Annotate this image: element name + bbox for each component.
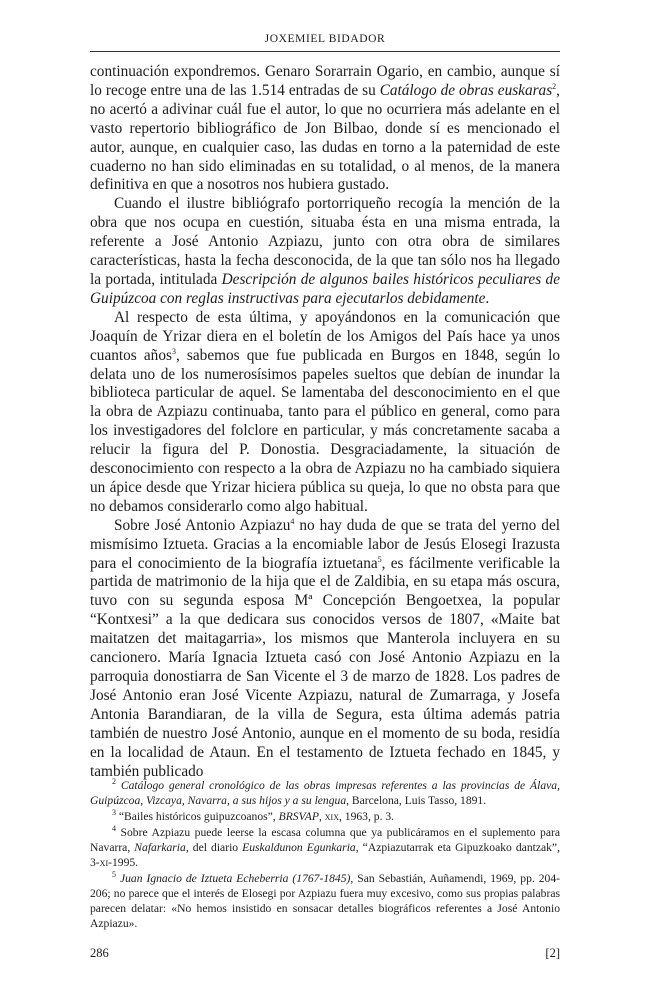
- footnote-4-text-d: -1995.: [108, 856, 139, 869]
- footnote-ref-4[interactable]: 4: [290, 516, 295, 526]
- p4-text-c: , es fácilmente verificable la partida de matrimonio de la hija que el de Zaldibia, en su etapa más oscura, tuvo con su segunda esposa Mª Concepción Bengoetxea, la popular “Kontxesi” a la que dedicara sus conocidos versos de 1807, «Maite bat maitatzen det maitagarria», los mismos que Manterola incluyera en su cancionero. María Ignacia Iztueta casó con José Antonio Azpiazu en la parroquia donostiarra de San Vicente el 3 de marzo de 1828. Los padres de José Antonio eran José Vicente Azpiazu, natural de Zumarraga, y Josefa Antonia Barandiaran, de la villa de Segura, esta última además patria también de nuestro José Antonio, aunque en el momento de su boda, residía en la localidad de Ataun. En el testamento de Iztueta fechado en 1845, y también publicado: [90, 554, 560, 780]
- footnote-3-text-b: , 1963, p. 3.: [338, 810, 395, 823]
- paragraph-1: [90, 63, 560, 195]
- footnote-4-text-b: , del diario: [185, 841, 243, 854]
- p2-text-a: Cuando el ilustre bibliógrafo portorriqueño recogía la mención de la obra que nos ocupa en cuestión, situaba ésta en una misma entrada, la referente a José Antonio Azpiazu, junto con otra obra de similares características, hasta la fecha desconocida, de la que tan sólo nos ha llegado la portada, intitulada: [90, 195, 560, 288]
- p3-text-a: Al respecto de esta última, y apoyándonos en la comunicación que Joaquín de Yrizar diera en el boletín de los Amigos del País hace ya unos cuantos años: [90, 308, 560, 364]
- footnote-3: [90, 809, 560, 824]
- p1-title-catalogo: Catálogo de obras euskaras: [379, 81, 553, 99]
- p3-text-b: , sabemos que fue publicada en Burgos en 1848, según lo delata uno de los numerosísimos papeles sueltos que debían de inundar la biblioteca particular de aquel. Se lamentaba del desconocimiento en el que la obra de Azpiazu continuaba, tanto para el público en general, como para los investigadores del folclore en particular, y más concretamente sacaba a relucir la figura del P. Donostia. Desgraciadamente, la situación de desconocimiento con respecto a la obra de Azpiazu no ha cambiado siquiera un ápice desde que Yrizar hiciera pública su queja, lo que no obsta para que no debamos considerarlo como algo habitual.: [90, 346, 560, 515]
- footnote-4-text-c: , “Azpiazutarrak eta Gipuzkoako dantzak”, 3-: [90, 841, 560, 869]
- footnote-4-supplement: Nafarkaria: [134, 841, 186, 854]
- footnote-4-newspaper: Euskaldunon Egunkaria: [242, 841, 356, 854]
- page-bracket-number: [2]: [545, 946, 560, 960]
- p1-text-c: , no acertó a adivinar cuál fue el autor, lo que no ocurriera más adelante en el vasto repertorio bibliográfico de Jon Bilbao, donde sí es mencionado el autor, aunque, en cualquier caso, las dudas en torno a la paternidad de este cuaderno no han sido eliminadas en su totalidad, o al menos, de la manera definitiva en que a nosotros nos hubiera gustado.: [90, 81, 560, 194]
- footnote-4-text-a: Sobre Azpiazu puede leerse la escasa columna que ya publicáramos en el suplemento para Navarra,: [90, 826, 560, 854]
- footnote-3-number: 3: [112, 808, 116, 818]
- p2-title-descripcion: Descripción de algunos bailes históricos peculiares de Guipúzcoa con reglas instructivas para ejecutarlos debidamente: [90, 270, 560, 307]
- p1-text-a: continuación expondremos. Genaro Sorarrain Ogario, en cambio, aunque sí lo recoge entre una de las 1.514 entradas de su: [90, 63, 560, 99]
- p4-text-a: Sobre José Antonio Azpiazu: [114, 516, 291, 534]
- paragraph-2: [90, 195, 560, 308]
- footnote-ref-5[interactable]: 5: [377, 554, 382, 564]
- footnote-3-text-a: “Bailes históricos guipuzcoanos”,: [118, 810, 279, 823]
- footnote-5-number: 5: [112, 870, 116, 880]
- footnote-2-number: 2: [112, 777, 116, 787]
- footnote-3-sep: ,: [318, 810, 325, 823]
- footnotes: [90, 778, 560, 932]
- running-head: JOXEMIEL BIDADOR: [264, 33, 386, 45]
- footnote-5-title: Juan Ignacio de Iztueta Echeberria (1767-1845): [119, 872, 351, 885]
- footnote-4-month: xi: [99, 856, 109, 869]
- footnote-2-title: Catálogo general cronológico de las obras impresas referentes a las provincias de Álava, Guipúzcoa, Vizcaya, Navarra, a sus hijos y a su lengua: [90, 779, 560, 807]
- paragraph-4: [90, 517, 560, 782]
- p4-text-b: no hay duda de que se trata del yerno del mismísimo Iztueta. Gracias a la encomiable labor de Jesús Elosegi Irazusta para el conocimiento de la biografía iztuetana: [90, 516, 560, 572]
- footnote-3-volume: xix: [324, 810, 339, 823]
- p2-text-c: .: [485, 289, 490, 307]
- footnote-4: [90, 825, 560, 870]
- page-number: 286: [90, 946, 109, 960]
- paragraph-3: [90, 309, 560, 517]
- footnote-ref-3[interactable]: 3: [171, 346, 176, 356]
- footnote-5-rest: , San Sebastián, Auñamendi, 1969, pp. 204-206; no parece que el interés de Elosegi por Azpiazu fuera muy excesivo, como sus propias palabras parecen delatar: «No hemos insistido en sonsacar detalles biográficos referentes a José Antonio Azpiazu».: [90, 872, 560, 930]
- footnote-3-journal: BRSVAP: [278, 810, 319, 823]
- footnote-5: [90, 871, 560, 931]
- footnote-2: [90, 778, 560, 808]
- header-rule: [90, 51, 560, 52]
- body-text: [90, 63, 560, 781]
- footnote-ref-2[interactable]: 2: [552, 81, 557, 91]
- footnote-4-number: 4: [112, 824, 116, 834]
- footnote-2-rest: , Barcelona, Luis Tasso, 1891.: [346, 794, 487, 807]
